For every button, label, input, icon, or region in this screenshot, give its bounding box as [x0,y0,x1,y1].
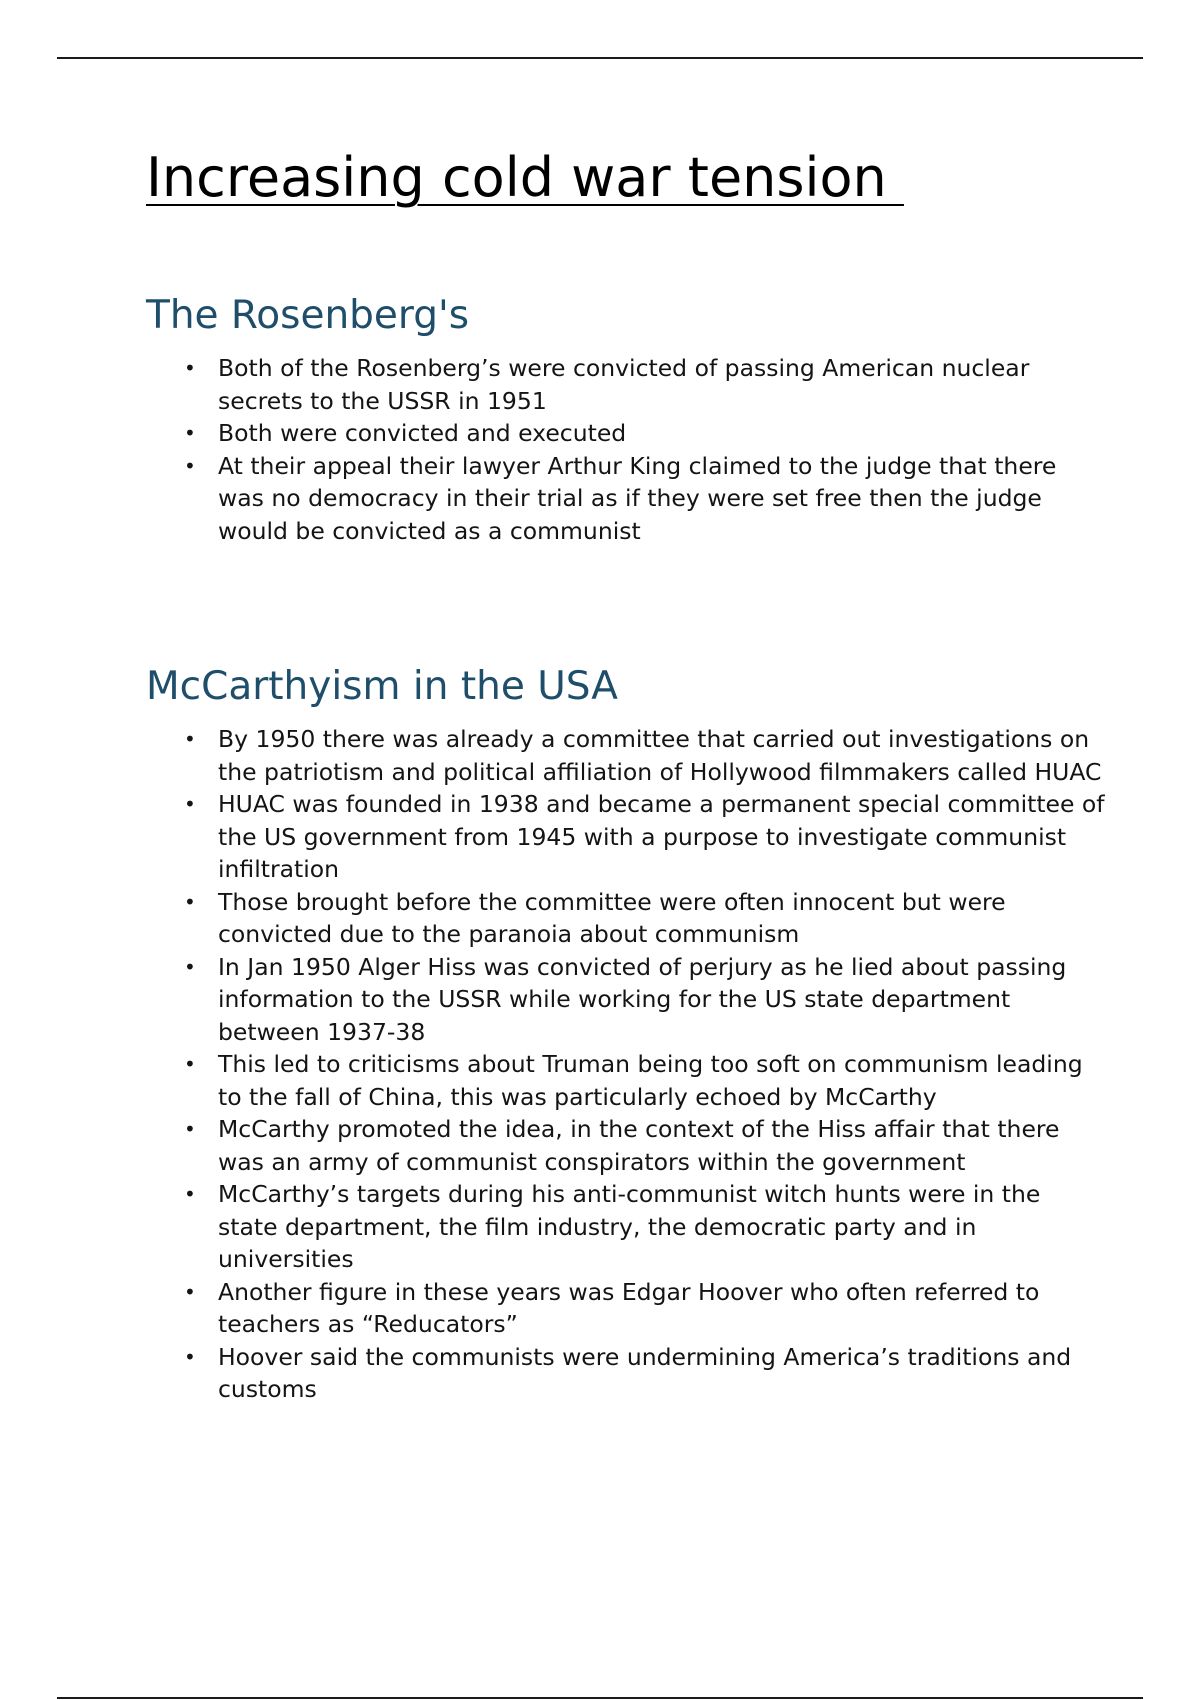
bullet-icon: • [184,1279,196,1304]
list-item: • By 1950 there was already a committee that carried out investigations on the patriotism and political affiliation of Hollywood filmmakers called HUAC [184,725,1102,786]
bullet-icon: • [184,954,196,979]
bullet-icon: • [184,453,196,478]
bullet-icon: • [184,792,196,816]
bullet-list-mccarthyism [146,723,1106,1406]
document-title: Increasing cold war tension [146,146,904,209]
section-heading-rosenbergs: The Rosenberg's [146,293,470,338]
list-item: • Both were convicted and executed [146,417,1106,450]
list-item: • McCarthy promoted the idea, in the context of the Hiss affair that there was an army of communist conspirators within the government [184,1115,1060,1176]
list-item: • Hoover said the communists were undermining America’s traditions and customs [184,1342,1072,1403]
list-item: • At their appeal their lawyer Arthur King claimed to the judge that there was no democracy in their trial as if they were set free then the judge would be convicted as a communist [184,451,1057,545]
list-item: • Those brought before the committee were often innocent but were convicted due to the paranoia about communism [184,887,1006,948]
list-item: • McCarthy’s targets during his anti-communist witch hunts were in the state department, the film industry, the democratic party and in universities [184,1180,1041,1273]
list-item: • HUAC was founded in 1938 and became a permanent special committee of the US government from 1945 with a purpose to investigate communist infiltration [184,790,1105,883]
bullet-icon: • [184,1344,196,1369]
section-heading-mccarthyism: McCarthyism in the USA [146,664,618,709]
bullet-list-rosenbergs [146,352,1106,547]
bullet-icon: • [184,727,196,751]
header-rule [57,57,1143,59]
bullet-icon: • [184,421,196,445]
bullet-icon: • [184,1052,196,1076]
list-item: • Both of the Rosenberg’s were convicted of passing American nuclear secrets to the USSR in 1951 [184,354,1030,415]
list-item: • Another figure in these years was Edgar Hoover who often referred to teachers as “Reducators” [184,1277,1040,1338]
list-item: • In Jan 1950 Alger Hiss was convicted of perjury as he lied about passing information to the USSR while working for the US state department between 1937-38 [184,952,1067,1046]
list-item: • This led to criticisms about Truman being too soft on communism leading to the fall of China, this was particularly echoed by McCarthy [184,1050,1083,1111]
document-body [146,138,1106,1406]
bullet-icon: • [184,1117,196,1141]
bullet-icon: • [184,356,196,380]
footer-rule [57,1697,1143,1699]
bullet-icon: • [184,1182,196,1206]
bullet-icon: • [184,889,196,914]
